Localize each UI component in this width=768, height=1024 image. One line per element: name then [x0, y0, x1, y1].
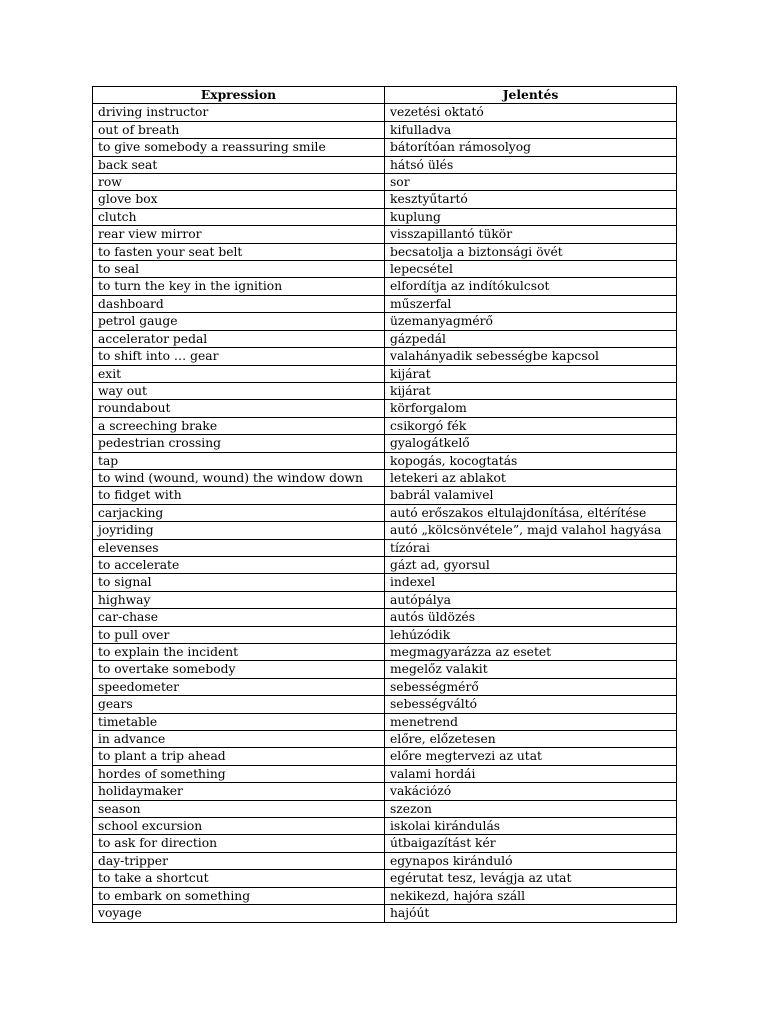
- table-row: [93, 452, 677, 469]
- header-row: [93, 87, 677, 104]
- table-row: [93, 365, 677, 382]
- expression-cell: to embark on something: [93, 887, 385, 904]
- expression-cell: elevenses: [93, 539, 385, 556]
- meaning-cell: autópálya: [385, 591, 677, 608]
- table-row: [93, 104, 677, 121]
- expression-cell: glove box: [93, 191, 385, 208]
- meaning-cell: babrál valamivel: [385, 487, 677, 504]
- table-row: [93, 522, 677, 539]
- table-row: [93, 174, 677, 191]
- expression-cell: to give somebody a reassuring smile: [93, 139, 385, 156]
- meaning-cell: csikorgó fék: [385, 417, 677, 434]
- expression-cell: way out: [93, 382, 385, 399]
- meaning-cell: előre, előzetesen: [385, 731, 677, 748]
- table-row: [93, 348, 677, 365]
- expression-cell: out of breath: [93, 121, 385, 138]
- table-row: [93, 748, 677, 765]
- table-row: [93, 835, 677, 852]
- expression-cell: in advance: [93, 731, 385, 748]
- meaning-cell: autó „kölcsönvétele”, majd valahol hagyása: [385, 522, 677, 539]
- meaning-cell: valahányadik sebességbe kapcsol: [385, 348, 677, 365]
- table-row: [93, 887, 677, 904]
- meaning-cell: sebességváltó: [385, 696, 677, 713]
- table-row: [93, 905, 677, 922]
- expression-cell: to plant a trip ahead: [93, 748, 385, 765]
- table-row: [93, 644, 677, 661]
- table-header: [93, 87, 677, 104]
- expression-cell: day-tripper: [93, 852, 385, 869]
- expression-cell: car-chase: [93, 609, 385, 626]
- table-row: [93, 487, 677, 504]
- meaning-cell: egynapos kiránduló: [385, 852, 677, 869]
- meaning-cell: kifulladva: [385, 121, 677, 138]
- table-row: [93, 731, 677, 748]
- table-row: [93, 330, 677, 347]
- meaning-cell: műszerfal: [385, 295, 677, 312]
- table-row: [93, 278, 677, 295]
- expression-cell: holidaymaker: [93, 783, 385, 800]
- table-row: [93, 435, 677, 452]
- expression-cell: timetable: [93, 713, 385, 730]
- table-row: [93, 121, 677, 138]
- meaning-cell: útbaigazítást kér: [385, 835, 677, 852]
- expression-cell: to fidget with: [93, 487, 385, 504]
- expression-cell: to signal: [93, 574, 385, 591]
- expression-cell: to seal: [93, 261, 385, 278]
- expression-cell: driving instructor: [93, 104, 385, 121]
- meaning-cell: nekikezd, hajóra száll: [385, 887, 677, 904]
- table-row: [93, 208, 677, 225]
- expression-cell: tap: [93, 452, 385, 469]
- meaning-cell: tízórai: [385, 539, 677, 556]
- table-row: [93, 696, 677, 713]
- table-row: [93, 243, 677, 260]
- meaning-cell: letekeri az ablakot: [385, 469, 677, 486]
- expression-cell: dashboard: [93, 295, 385, 312]
- meaning-cell: autós üldözés: [385, 609, 677, 626]
- table-row: [93, 765, 677, 782]
- meaning-cell: vakációzó: [385, 783, 677, 800]
- expression-cell: to ask for direction: [93, 835, 385, 852]
- expression-cell: rear view mirror: [93, 226, 385, 243]
- expression-cell: to wind (wound, wound) the window down: [93, 469, 385, 486]
- expression-cell: accelerator pedal: [93, 330, 385, 347]
- expression-cell: season: [93, 800, 385, 817]
- table-row: [93, 417, 677, 434]
- table-row: [93, 313, 677, 330]
- meaning-cell: iskolai kirándulás: [385, 818, 677, 835]
- expression-cell: to accelerate: [93, 556, 385, 573]
- expression-cell: to turn the key in the ignition: [93, 278, 385, 295]
- meaning-cell: lehúzódik: [385, 626, 677, 643]
- table-row: [93, 591, 677, 608]
- meaning-cell: hátsó ülés: [385, 156, 677, 173]
- expression-cell: to fasten your seat belt: [93, 243, 385, 260]
- table-row: [93, 574, 677, 591]
- expression-cell: a screeching brake: [93, 417, 385, 434]
- meaning-cell: vezetési oktató: [385, 104, 677, 121]
- header-expression: Expression: [93, 87, 385, 104]
- expression-cell: speedometer: [93, 678, 385, 695]
- meaning-cell: gyalogátkelő: [385, 435, 677, 452]
- expression-cell: school excursion: [93, 818, 385, 835]
- meaning-cell: sebességmérő: [385, 678, 677, 695]
- expression-cell: highway: [93, 591, 385, 608]
- meaning-cell: körforgalom: [385, 400, 677, 417]
- table-row: [93, 400, 677, 417]
- expression-cell: row: [93, 174, 385, 191]
- table-row: [93, 609, 677, 626]
- expression-cell: to shift into … gear: [93, 348, 385, 365]
- meaning-cell: kopogás, kocogtatás: [385, 452, 677, 469]
- meaning-cell: bátorítóan rámosolyog: [385, 139, 677, 156]
- expression-cell: petrol gauge: [93, 313, 385, 330]
- table-row: [93, 156, 677, 173]
- table-row: [93, 539, 677, 556]
- table-row: [93, 295, 677, 312]
- meaning-cell: kijárat: [385, 365, 677, 382]
- table-row: [93, 678, 677, 695]
- table-row: [93, 783, 677, 800]
- table-row: [93, 713, 677, 730]
- expression-cell: voyage: [93, 905, 385, 922]
- meaning-cell: gázpedál: [385, 330, 677, 347]
- expression-cell: carjacking: [93, 504, 385, 521]
- table-body: [93, 104, 677, 922]
- table-row: [93, 800, 677, 817]
- meaning-cell: megelőz valakit: [385, 661, 677, 678]
- expression-cell: roundabout: [93, 400, 385, 417]
- table-row: [93, 818, 677, 835]
- expression-cell: hordes of something: [93, 765, 385, 782]
- table-row: [93, 852, 677, 869]
- meaning-cell: indexel: [385, 574, 677, 591]
- meaning-cell: egérutat tesz, levágja az utat: [385, 870, 677, 887]
- table-row: [93, 504, 677, 521]
- table-row: [93, 191, 677, 208]
- meaning-cell: megmagyarázza az esetet: [385, 644, 677, 661]
- meaning-cell: elfordítja az indítókulcsot: [385, 278, 677, 295]
- expression-cell: clutch: [93, 208, 385, 225]
- expression-cell: exit: [93, 365, 385, 382]
- meaning-cell: szezon: [385, 800, 677, 817]
- meaning-cell: hajóút: [385, 905, 677, 922]
- vocabulary-table: [92, 86, 677, 923]
- expression-cell: to take a shortcut: [93, 870, 385, 887]
- meaning-cell: kesztyűtartó: [385, 191, 677, 208]
- table-row: [93, 870, 677, 887]
- expression-cell: joyriding: [93, 522, 385, 539]
- meaning-cell: kuplung: [385, 208, 677, 225]
- table-row: [93, 556, 677, 573]
- table-row: [93, 226, 677, 243]
- header-meaning: Jelentés: [385, 87, 677, 104]
- table-row: [93, 261, 677, 278]
- table-row: [93, 139, 677, 156]
- expression-cell: to overtake somebody: [93, 661, 385, 678]
- table-row: [93, 382, 677, 399]
- meaning-cell: lepecsétel: [385, 261, 677, 278]
- table-row: [93, 469, 677, 486]
- meaning-cell: sor: [385, 174, 677, 191]
- meaning-cell: kijárat: [385, 382, 677, 399]
- expression-cell: to pull over: [93, 626, 385, 643]
- table-row: [93, 661, 677, 678]
- meaning-cell: autó erőszakos eltulajdonítása, eltérítése: [385, 504, 677, 521]
- meaning-cell: üzemanyagmérő: [385, 313, 677, 330]
- expression-cell: to explain the incident: [93, 644, 385, 661]
- meaning-cell: menetrend: [385, 713, 677, 730]
- table-row: [93, 626, 677, 643]
- meaning-cell: gázt ad, gyorsul: [385, 556, 677, 573]
- expression-cell: back seat: [93, 156, 385, 173]
- meaning-cell: előre megtervezi az utat: [385, 748, 677, 765]
- meaning-cell: becsatolja a biztonsági övét: [385, 243, 677, 260]
- expression-cell: gears: [93, 696, 385, 713]
- meaning-cell: valami hordái: [385, 765, 677, 782]
- expression-cell: pedestrian crossing: [93, 435, 385, 452]
- meaning-cell: visszapillantó tükör: [385, 226, 677, 243]
